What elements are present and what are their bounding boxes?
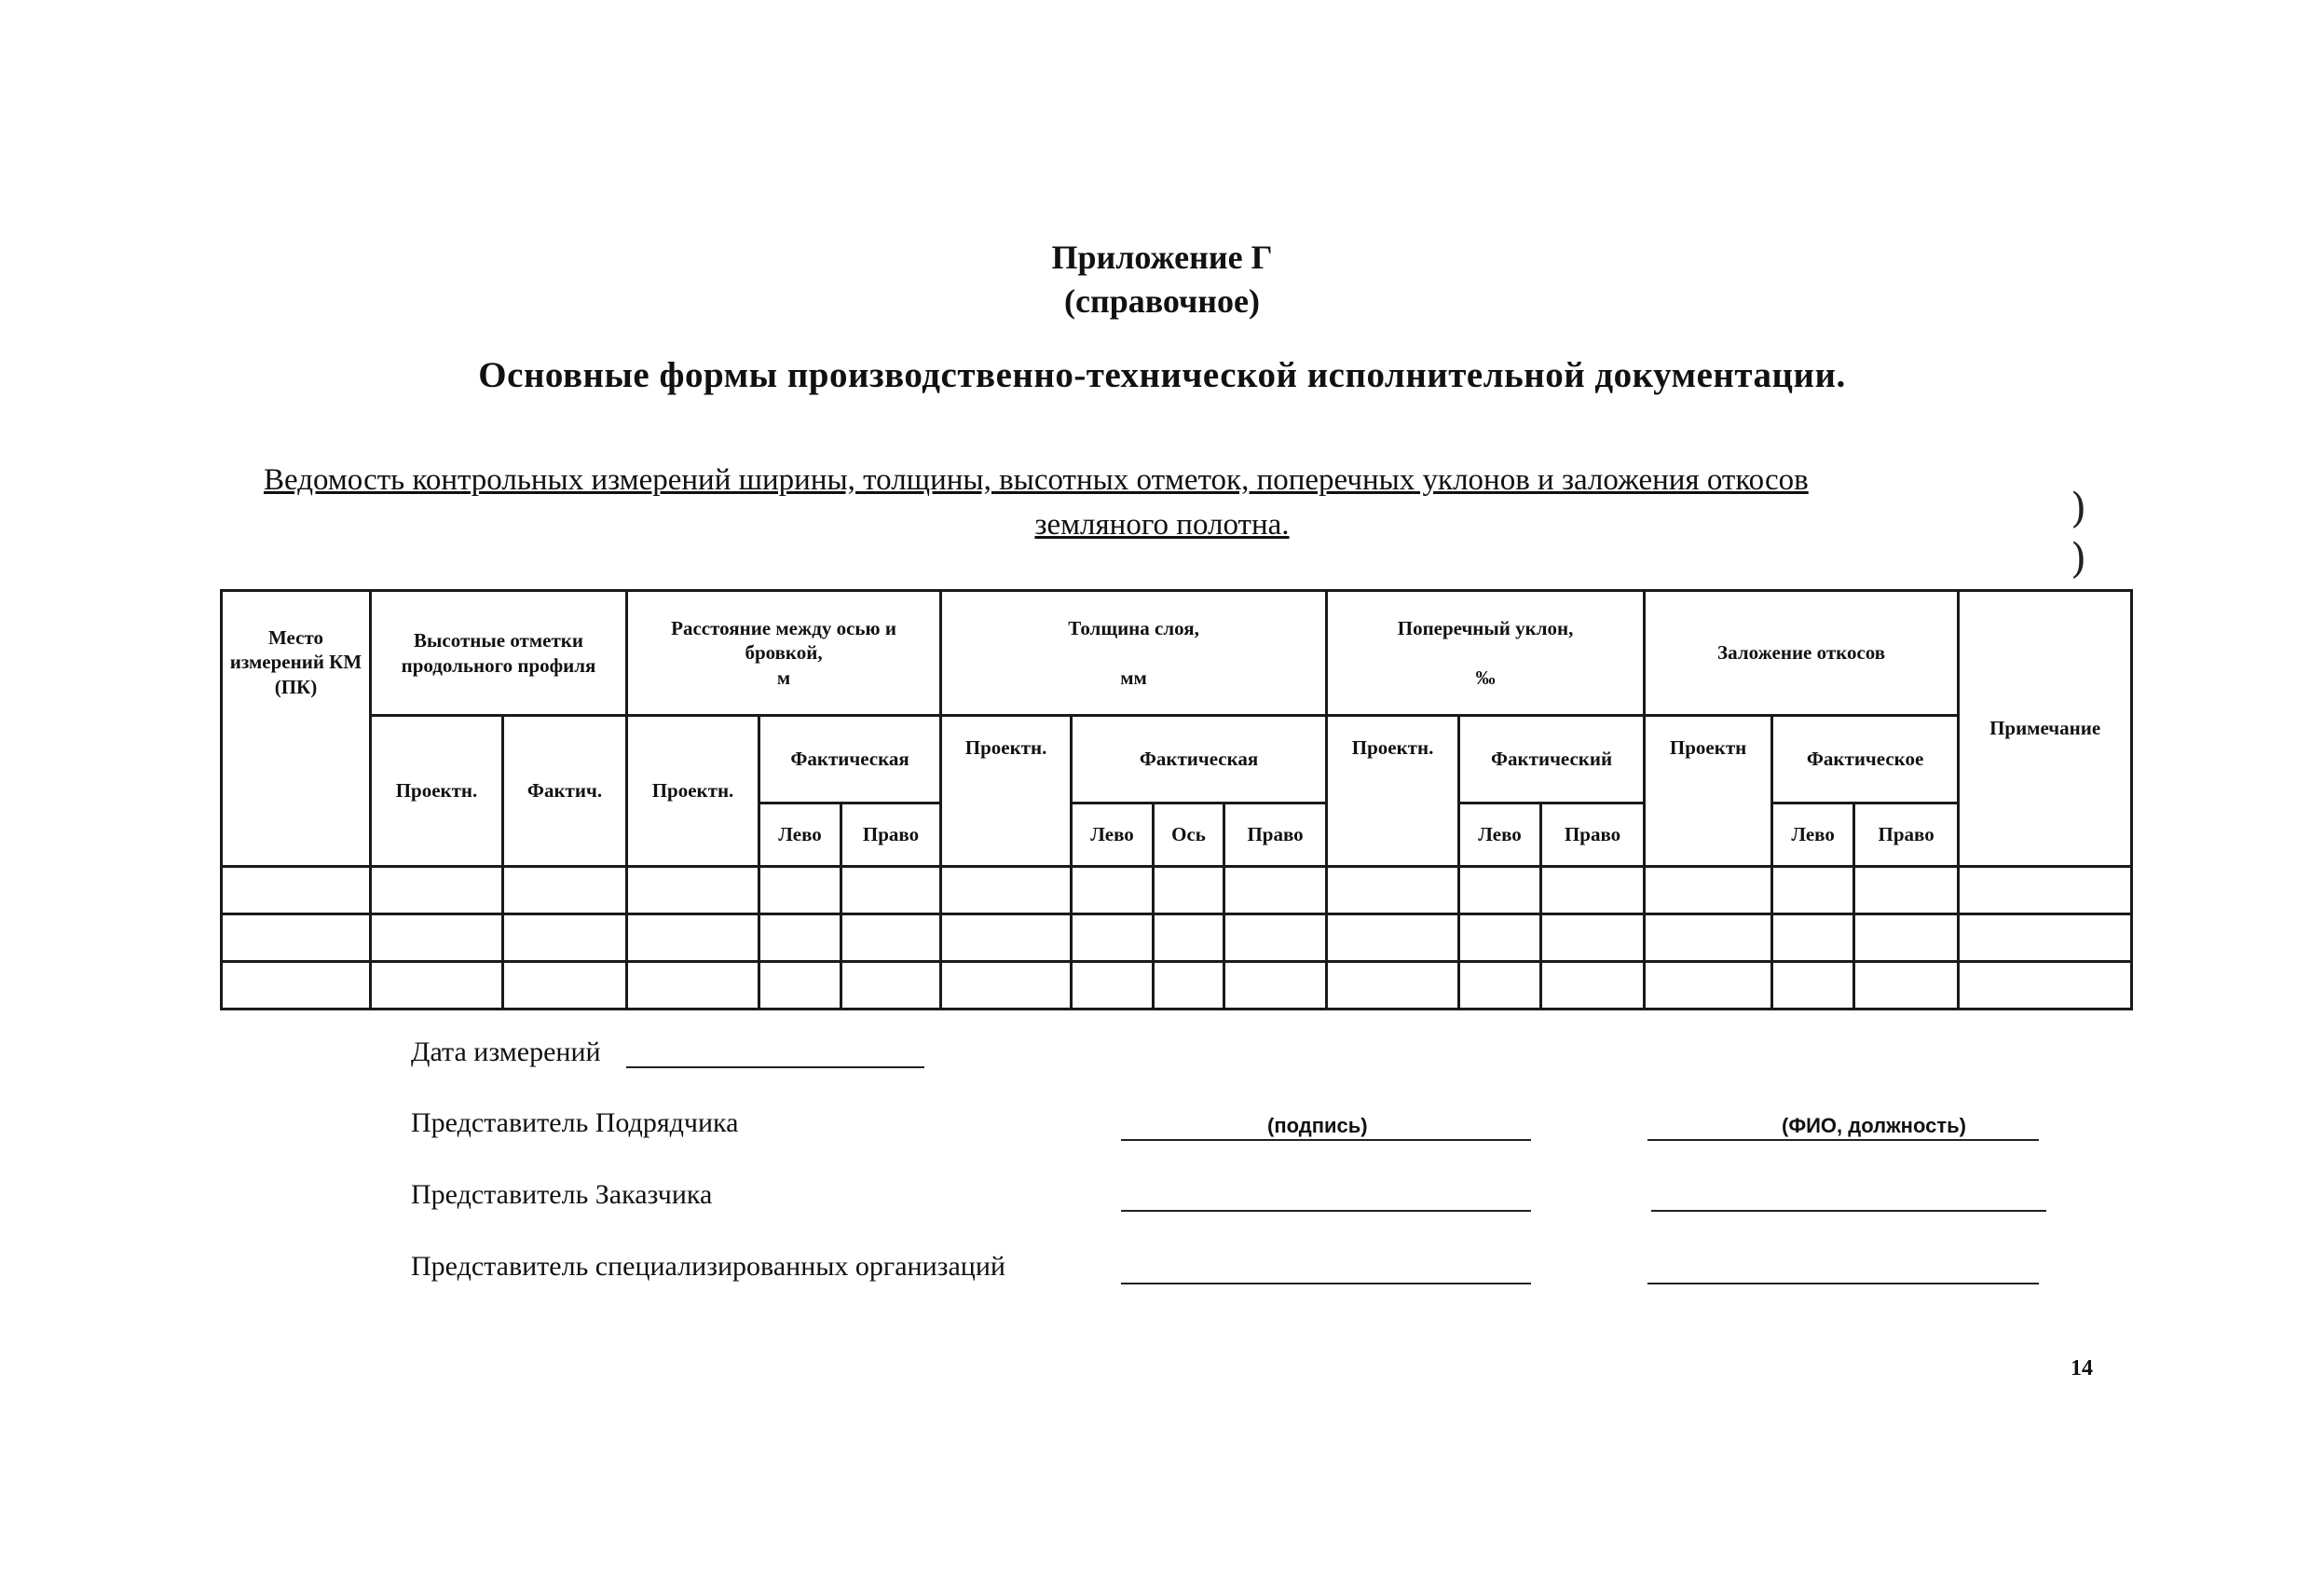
table-cell[interactable] xyxy=(1772,962,1854,1009)
table-cell[interactable] xyxy=(1459,914,1541,962)
date-label: Дата измерений xyxy=(411,1037,601,1067)
table-cell[interactable] xyxy=(1541,867,1645,914)
header-embankment-right: Право xyxy=(1854,803,1959,867)
table-cell[interactable] xyxy=(222,914,371,962)
table-cell[interactable] xyxy=(1224,962,1327,1009)
table-cell[interactable] xyxy=(841,962,941,1009)
table-cell[interactable] xyxy=(1154,962,1224,1009)
table-cell[interactable] xyxy=(1772,914,1854,962)
table-cell[interactable] xyxy=(371,962,503,1009)
table-cell[interactable] xyxy=(222,867,371,914)
table-cell[interactable] xyxy=(1154,914,1224,962)
table-cell[interactable] xyxy=(759,914,841,962)
appendix-title: Приложение Г xyxy=(1051,239,1273,276)
measurements-table xyxy=(220,589,2133,1010)
table-cell[interactable] xyxy=(1854,962,1959,1009)
table-cell[interactable] xyxy=(1327,914,1459,962)
header-thickness-left: Лево xyxy=(1072,803,1154,867)
contractor-label: Представитель Подрядчика xyxy=(411,1107,739,1138)
table-cell[interactable] xyxy=(1072,867,1154,914)
table-cell[interactable] xyxy=(759,962,841,1009)
bracket-mark-bottom: ) xyxy=(2071,535,2087,583)
header-embankment-actual: Фактическое xyxy=(1772,716,1959,803)
table-cell[interactable] xyxy=(941,962,1072,1009)
table-cell[interactable] xyxy=(1645,867,1772,914)
bracket-mark-top: ) xyxy=(2071,485,2087,532)
customer-signature-field[interactable] xyxy=(1121,1210,1531,1212)
table-cell[interactable] xyxy=(1854,867,1959,914)
contractor-signature-hint: (подпись) xyxy=(1264,1114,1372,1138)
date-field[interactable] xyxy=(626,1066,924,1068)
document-title-line-1: Ведомость контрольных измерений ширины, толщины, высотных отметок, поперечных уклонов и заложения откосов xyxy=(264,463,1809,497)
header-distance-left: Лево xyxy=(759,803,841,867)
table-cell[interactable] xyxy=(1327,962,1459,1009)
table-cell[interactable] xyxy=(1645,962,1772,1009)
header-slope-left: Лево xyxy=(1459,803,1541,867)
contractor-signature-field[interactable] xyxy=(1121,1139,1531,1141)
table-cell[interactable] xyxy=(1459,962,1541,1009)
customer-name-field[interactable] xyxy=(1651,1210,2046,1212)
header-location: Место измерений КМ (ПК) xyxy=(222,591,371,867)
header-embankment-design: Проектн xyxy=(1645,716,1772,867)
page-number: 14 xyxy=(2071,1356,2093,1380)
table-row xyxy=(222,962,2132,1009)
table-cell[interactable] xyxy=(371,914,503,962)
table-cell[interactable] xyxy=(627,914,759,962)
table-cell[interactable] xyxy=(1224,867,1327,914)
header-slope: Поперечный уклон, ‰ xyxy=(1327,591,1645,716)
header-thickness-axis: Ось xyxy=(1154,803,1224,867)
header-elevation-actual: Фактич. xyxy=(503,716,627,867)
header-thickness-design: Проектн. xyxy=(941,716,1072,867)
table-cell[interactable] xyxy=(941,914,1072,962)
header-embankment: Заложение откосов xyxy=(1645,591,1959,716)
table-cell[interactable] xyxy=(1459,867,1541,914)
table-cell[interactable] xyxy=(503,962,627,1009)
contractor-name-field[interactable] xyxy=(1647,1139,2039,1141)
table-cell[interactable] xyxy=(1072,914,1154,962)
header-slope-actual: Фактический xyxy=(1459,716,1645,803)
specialized-name-field[interactable] xyxy=(1647,1283,2039,1284)
table-cell[interactable] xyxy=(627,867,759,914)
table-cell[interactable] xyxy=(503,867,627,914)
table-cell[interactable] xyxy=(1645,914,1772,962)
table-cell[interactable] xyxy=(1224,914,1327,962)
table-cell[interactable] xyxy=(841,867,941,914)
header-thickness: Толщина слоя, мм xyxy=(941,591,1327,716)
header-embankment-left: Лево xyxy=(1772,803,1854,867)
customer-label: Представитель Заказчика xyxy=(411,1179,713,1210)
table-cell[interactable] xyxy=(1541,962,1645,1009)
table-cell[interactable] xyxy=(1327,867,1459,914)
header-thickness-actual: Фактическая xyxy=(1072,716,1327,803)
contractor-name-hint: (ФИО, должность) xyxy=(1778,1114,1970,1138)
table-cell[interactable] xyxy=(941,867,1072,914)
header-distance-design: Проектн. xyxy=(627,716,759,867)
table-cell[interactable] xyxy=(503,914,627,962)
table-cell[interactable] xyxy=(1959,914,2132,962)
specialized-signature-field[interactable] xyxy=(1121,1283,1531,1284)
table-cell[interactable] xyxy=(627,962,759,1009)
document-title-line-2: земляного полотна. xyxy=(1034,508,1290,542)
header-elevations: Высотные отметки продольного профиля xyxy=(371,591,627,716)
specialized-label: Представитель специализированных организаций xyxy=(411,1251,1005,1282)
table-cell[interactable] xyxy=(371,867,503,914)
table-cell[interactable] xyxy=(841,914,941,962)
header-distance-actual: Фактическая xyxy=(759,716,941,803)
header-note: Примечание xyxy=(1959,591,2132,867)
table-row xyxy=(222,914,2132,962)
table-cell[interactable] xyxy=(1541,914,1645,962)
table-cell[interactable] xyxy=(222,962,371,1009)
table-cell[interactable] xyxy=(1154,867,1224,914)
header-slope-design: Проектн. xyxy=(1327,716,1459,867)
table-row xyxy=(222,867,2132,914)
header-thickness-right: Право xyxy=(1224,803,1327,867)
header-distance-right: Право xyxy=(841,803,941,867)
appendix-subtitle: (справочное) xyxy=(1063,282,1260,320)
table-cell[interactable] xyxy=(759,867,841,914)
table-cell[interactable] xyxy=(1772,867,1854,914)
header-distance: Расстояние между осью и бровкой, м xyxy=(627,591,941,716)
header-slope-right: Право xyxy=(1541,803,1645,867)
main-heading: Основные формы производственно-технической исполнительной документации. xyxy=(478,355,1846,395)
table-cell[interactable] xyxy=(1854,914,1959,962)
header-elevation-design: Проектн. xyxy=(371,716,503,867)
table-cell[interactable] xyxy=(1959,962,2132,1009)
table-cell[interactable] xyxy=(1072,962,1154,1009)
table-cell[interactable] xyxy=(1959,867,2132,914)
